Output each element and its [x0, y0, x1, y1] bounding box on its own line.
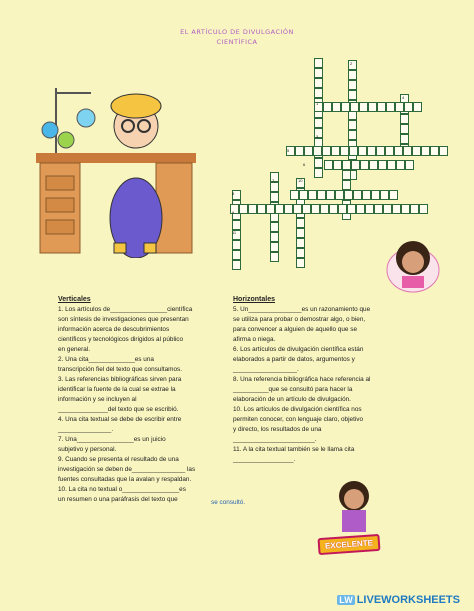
crossword-number: 3: [316, 134, 319, 139]
crossword-cell[interactable]: [413, 102, 422, 112]
horizontal-clue-line: __________________.: [233, 366, 299, 373]
crossword-cell[interactable]: [326, 190, 335, 200]
crossword-cell[interactable]: [394, 146, 403, 156]
horizontales-heading: Horizontales: [233, 296, 276, 303]
horizontal-clue-line: _______________________.: [233, 436, 317, 443]
crossword-cell[interactable]: [350, 102, 359, 112]
vertical-clue-line: 3. Las referencias bibliográficas sirven para: [58, 376, 182, 383]
crossword-cell[interactable]: [400, 134, 409, 144]
crossword-cell[interactable]: [293, 204, 302, 214]
crossword-cell[interactable]: [331, 146, 340, 156]
crossword-cell[interactable]: [439, 146, 448, 156]
crossword-cell[interactable]: [387, 160, 396, 170]
vertical-clue-line: 2. Una cita_____________es una: [58, 356, 154, 363]
crossword-cell[interactable]: [340, 146, 349, 156]
crossword-cell[interactable]: [342, 180, 351, 190]
crossword-cell[interactable]: [314, 118, 323, 128]
brand-logo-icon: LW: [339, 595, 353, 605]
crossword-number: 11: [232, 230, 237, 235]
crossword-cell[interactable]: [275, 204, 284, 214]
crossword-cell[interactable]: [396, 160, 405, 170]
avatar-girl-excellent: [332, 476, 376, 536]
crossword-cell[interactable]: [367, 146, 376, 156]
crossword-cell[interactable]: [314, 168, 323, 178]
crossword-cell[interactable]: [342, 160, 351, 170]
horizontal-clue-line: afirma o niega.: [233, 336, 276, 343]
crossword-cell[interactable]: [290, 190, 299, 200]
crossword-cell[interactable]: [296, 218, 305, 228]
crossword-cell[interactable]: [356, 204, 365, 214]
crossword-cell[interactable]: [376, 146, 385, 156]
vertical-clue-line: identificar la fuente de la cual se extrae la: [58, 386, 176, 393]
crossword-cell[interactable]: [311, 204, 320, 214]
crossword-cell[interactable]: [401, 204, 410, 214]
crossword-cell[interactable]: [430, 146, 439, 156]
crossword-cell[interactable]: [374, 204, 383, 214]
crossword-cell[interactable]: [368, 102, 377, 112]
crossword-cell[interactable]: [421, 146, 430, 156]
crossword-cell[interactable]: [419, 204, 428, 214]
horizontal-clue-line: para convencer a alguien de aquello que se: [233, 326, 357, 333]
crossword-cell[interactable]: [314, 58, 323, 68]
crossword-cell[interactable]: [347, 204, 356, 214]
brand-name: LIVEWORKSHEETS: [356, 594, 460, 606]
crossword-cell[interactable]: [341, 102, 350, 112]
crossword-cell[interactable]: [360, 160, 369, 170]
crossword-cell[interactable]: [400, 124, 409, 134]
crossword-cell[interactable]: [270, 232, 279, 242]
crossword-cell[interactable]: [405, 160, 414, 170]
crossword-cell[interactable]: [313, 146, 322, 156]
crossword-cell[interactable]: [342, 170, 351, 180]
vertical-clue-line: información acerca de descubrimientos: [58, 326, 170, 333]
crossword-cell[interactable]: [232, 260, 241, 270]
horizontal-clue-line: 5. Un_______________es un razonamiento que: [233, 306, 371, 313]
horizontal-clue-line: se utiliza para probar o demostrar algo, o bien,: [233, 316, 366, 323]
crossword-cell[interactable]: [322, 146, 331, 156]
vertical-clue-line: 7. Una________________es un juicio: [58, 436, 166, 443]
worksheet-title-line2: CIENTÍFICA: [216, 38, 258, 46]
horizontal-clue-line: permiten conocer, con lenguaje claro, objetivo: [233, 416, 364, 423]
avatar-girl-sticker: [378, 232, 448, 294]
vertical-clue-line: _______________.: [58, 426, 114, 433]
vertical-clue-line: en general.: [58, 346, 90, 353]
vertical-clue-line: fuentes consultadas que la avalan y respaldan.: [58, 476, 192, 483]
crossword-cell[interactable]: [232, 250, 241, 260]
crossword-number: 1: [316, 101, 319, 106]
crossword-cell[interactable]: [377, 102, 386, 112]
crossword-cell[interactable]: [232, 240, 241, 250]
vertical-clue-line: 1. Los artículos de________________científica: [58, 306, 193, 313]
crossword-number: 4: [402, 95, 405, 100]
crossword-cell[interactable]: [308, 190, 317, 200]
crossword-cell[interactable]: [410, 204, 419, 214]
crossword-cell[interactable]: [299, 190, 308, 200]
crossword-cell[interactable]: [314, 78, 323, 88]
verticales-clue-tail: se consultó.: [211, 499, 246, 506]
crossword-number: 10: [298, 178, 303, 183]
crossword-cell[interactable]: [383, 204, 392, 214]
crossword-cell[interactable]: [270, 182, 279, 192]
crossword-cell[interactable]: [365, 204, 374, 214]
crossword-cell[interactable]: [332, 102, 341, 112]
vertical-clue-line: son síntesis de investigaciones que presentan: [58, 316, 189, 323]
crossword-cell[interactable]: [295, 146, 304, 156]
crossword-cell[interactable]: [270, 252, 279, 262]
crossword-cell[interactable]: [304, 146, 313, 156]
vertical-clue-line: ______________del texto que se escribió.: [58, 406, 179, 413]
crossword-cell[interactable]: [296, 228, 305, 238]
crossword-cell[interactable]: [338, 204, 347, 214]
crossword-cell[interactable]: [324, 160, 333, 170]
crossword-cell[interactable]: [323, 102, 332, 112]
crossword-cell[interactable]: [386, 102, 395, 112]
crossword-number: 6: [303, 162, 306, 167]
crossword-cell[interactable]: [353, 190, 362, 200]
crossword-number: 9: [232, 210, 235, 215]
crossword-cell[interactable]: [314, 68, 323, 78]
crossword-cell[interactable]: [359, 102, 368, 112]
vertical-clue-line: científicos y tecnológicos dirigidos al público: [58, 336, 184, 343]
horizontal-clue-line: 6. Los artículos de divulgación científica están: [233, 346, 364, 353]
horizontal-clue-line: elaborados a partir de datos, argumentos y: [233, 356, 355, 363]
horizontal-clue-line: 8. Una referencia bibliográfica hace referencia al: [233, 376, 371, 383]
crossword-cell[interactable]: [362, 190, 371, 200]
crossword-cell[interactable]: [348, 80, 357, 90]
crossword-number: 8: [232, 191, 235, 196]
crossword-cell[interactable]: [369, 160, 378, 170]
crossword-number: 7: [272, 178, 275, 183]
vertical-clue-line: información y se incluyen al: [58, 396, 137, 403]
crossword-cell[interactable]: [333, 160, 342, 170]
brand-logo: [337, 594, 460, 606]
crossword-cell[interactable]: [284, 204, 293, 214]
crossword-cell[interactable]: [358, 146, 367, 156]
horizontal-clue-line: _________________.: [233, 456, 296, 463]
crossword-cell[interactable]: [412, 146, 421, 156]
crossword-cell[interactable]: [314, 88, 323, 98]
crossword-cell[interactable]: [239, 204, 248, 214]
horizontal-clue-line: elaboración de un artículo de divulgación.: [233, 396, 351, 403]
crossword-number: 5: [287, 148, 290, 153]
crossword-cell[interactable]: [329, 204, 338, 214]
crossword-cell[interactable]: [296, 238, 305, 248]
crossword-cell[interactable]: [348, 120, 357, 130]
crossword-cell[interactable]: [378, 160, 387, 170]
crossword-cell[interactable]: [351, 160, 360, 170]
horizontal-clue-line: 11. A la cita textual también se le llama cita: [233, 446, 355, 453]
crossword-cell[interactable]: [348, 130, 357, 140]
crossword-cell[interactable]: [270, 222, 279, 232]
crossword-cell[interactable]: [385, 146, 394, 156]
crossword-cell[interactable]: [320, 204, 329, 214]
crossword-cell[interactable]: [335, 190, 344, 200]
crossword-cell[interactable]: [400, 114, 409, 124]
crossword-cell[interactable]: [371, 190, 380, 200]
crossword-cell[interactable]: [392, 204, 401, 214]
crossword-cell[interactable]: [296, 258, 305, 268]
horizontal-clue-line: y directo, los resultados de una: [233, 426, 322, 433]
horizontal-clue-line: 10. Los artículos de divulgación científica nos: [233, 406, 362, 413]
vertical-clue-line: transcripción fiel del texto que consultamos.: [58, 366, 182, 373]
vertical-clue-line: 10. La cita no textual o________________es: [58, 486, 186, 493]
vertical-clue-line: 4. Una cita textual se debe de escribir entre: [58, 416, 182, 423]
worksheet-title-line1: EL ARTÍCULO DE DIVULGACIÓN: [180, 28, 294, 36]
crossword-cell[interactable]: [296, 248, 305, 258]
crossword-cell[interactable]: [348, 70, 357, 80]
crossword-number: 2: [350, 61, 353, 66]
horizontal-clue-line: __________que se consultó para hacer la: [233, 386, 353, 393]
crossword-cell[interactable]: [314, 158, 323, 168]
vertical-clue-line: 9. Cuando se presenta el resultado de una: [58, 456, 179, 463]
crossword-cell[interactable]: [248, 204, 257, 214]
crossword-cell[interactable]: [380, 190, 389, 200]
crossword-cell[interactable]: [270, 242, 279, 252]
crossword-cell[interactable]: [270, 192, 279, 202]
crossword-cell[interactable]: [257, 204, 266, 214]
crossword-cell[interactable]: [302, 204, 311, 214]
excelente-badge: EXCELENTE: [317, 534, 380, 555]
vertical-clue-line: subjetivo y personal.: [58, 446, 117, 453]
verticales-heading: Verticales: [58, 296, 91, 303]
vertical-clue-line: investigación se deben de_______________ las: [58, 466, 196, 473]
crossword-cell[interactable]: [403, 146, 412, 156]
crossword-cell[interactable]: [348, 90, 357, 100]
crossword-cell[interactable]: [266, 204, 275, 214]
crossword-cell[interactable]: [404, 102, 413, 112]
crossword-cell[interactable]: [395, 102, 404, 112]
vertical-clue-line: un resumen o una paráfrasis del texto que: [58, 496, 178, 503]
crossword-cell[interactable]: [389, 190, 398, 200]
crossword-cell[interactable]: [349, 146, 358, 156]
crossword-cell[interactable]: [232, 220, 241, 230]
crossword-cell[interactable]: [344, 190, 353, 200]
crossword-cell[interactable]: [317, 190, 326, 200]
